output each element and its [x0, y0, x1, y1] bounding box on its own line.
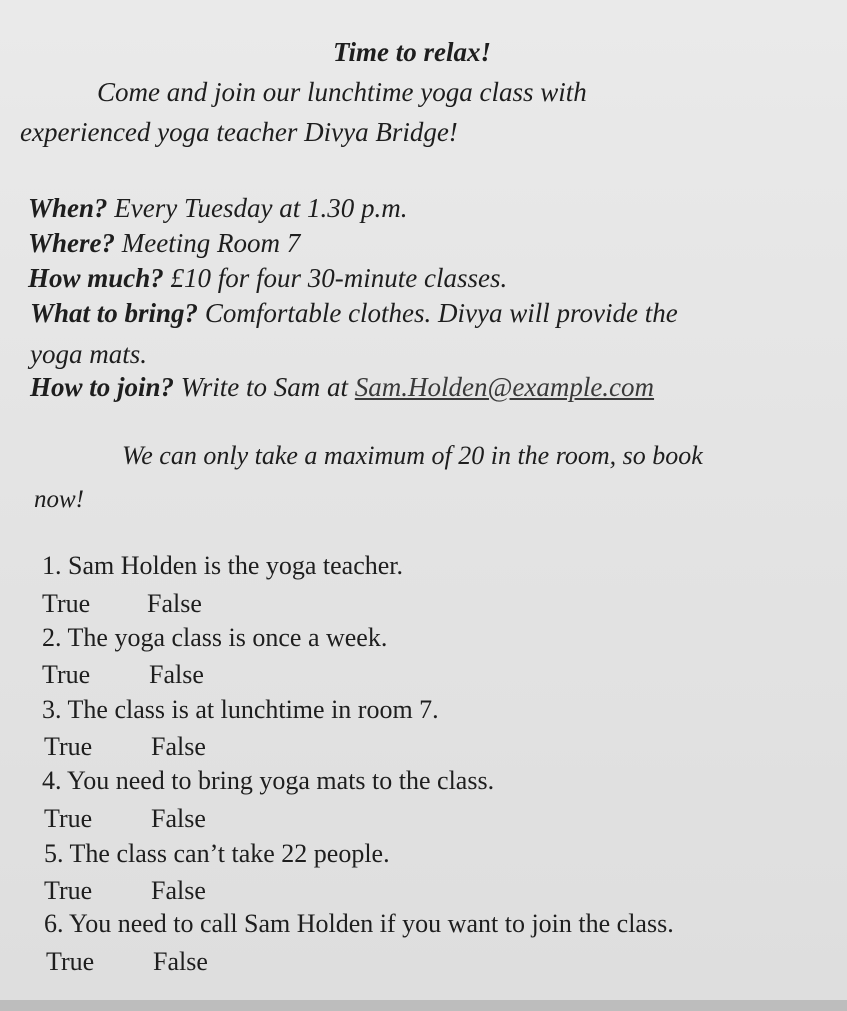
intro-line-2: experienced yoga teacher Divya Bridge!: [20, 117, 458, 147]
how-much-value: £10 for four 30-minute classes.: [170, 263, 508, 293]
question-5-false-option[interactable]: False: [151, 876, 206, 905]
join-email-link[interactable]: Sam.Holden@example.com: [354, 372, 655, 402]
where-value: Meeting Room 7: [121, 228, 301, 258]
question-4-false-option[interactable]: False: [151, 804, 206, 833]
how-much-row: [28, 262, 507, 294]
question-4-true-option[interactable]: True: [44, 804, 93, 833]
question-2-false-option[interactable]: False: [149, 660, 204, 689]
intro-line-1: Come and join our lunchtime yoga class with: [97, 77, 587, 107]
question-2-true-option[interactable]: True: [42, 660, 91, 689]
question-5-true-option[interactable]: True: [44, 876, 93, 905]
when-row: [28, 192, 407, 224]
where-row: [28, 227, 300, 259]
question-1-false-option[interactable]: False: [147, 589, 202, 618]
bring-row: [30, 297, 678, 329]
join-label: How to join?: [30, 372, 175, 402]
question-3-text: 3. The class is at lunchtime in room 7.: [42, 695, 439, 724]
question-1-true-option[interactable]: True: [42, 589, 91, 618]
when-label: When?: [28, 193, 108, 223]
question-6-false-option[interactable]: False: [153, 947, 208, 976]
join-row: [30, 371, 654, 403]
join-value: Write to Sam at: [180, 372, 349, 402]
question-1-text: 1. Sam Holden is the yoga teacher.: [42, 551, 404, 580]
bring-value-cont: yoga mats.: [30, 339, 147, 369]
how-much-label: How much?: [28, 263, 164, 293]
question-3-false-option[interactable]: False: [151, 732, 206, 761]
where-label: Where?: [28, 228, 115, 258]
max-capacity-line-1: We can only take a maximum of 20 in the room, so book: [122, 441, 703, 470]
when-value: Every Tuesday at 1.30 p.m.: [114, 193, 408, 223]
max-capacity-line-2: now!: [34, 486, 84, 513]
question-6-true-option[interactable]: True: [46, 947, 95, 976]
bring-label: What to bring?: [30, 298, 199, 328]
photo-bottom-edge: [0, 1000, 847, 1011]
notice-title: Time to relax!: [333, 37, 491, 67]
bring-value: Comfortable clothes. Divya will provide the: [204, 298, 678, 328]
question-2-text: 2. The yoga class is once a week.: [42, 623, 388, 652]
question-5-text: 5. The class can’t take 22 people.: [44, 839, 390, 868]
question-6-text: 6. You need to call Sam Holden if you want to join the class.: [44, 909, 674, 938]
question-4-text: 4. You need to bring yoga mats to the class.: [42, 766, 495, 795]
question-3-true-option[interactable]: True: [44, 732, 93, 761]
